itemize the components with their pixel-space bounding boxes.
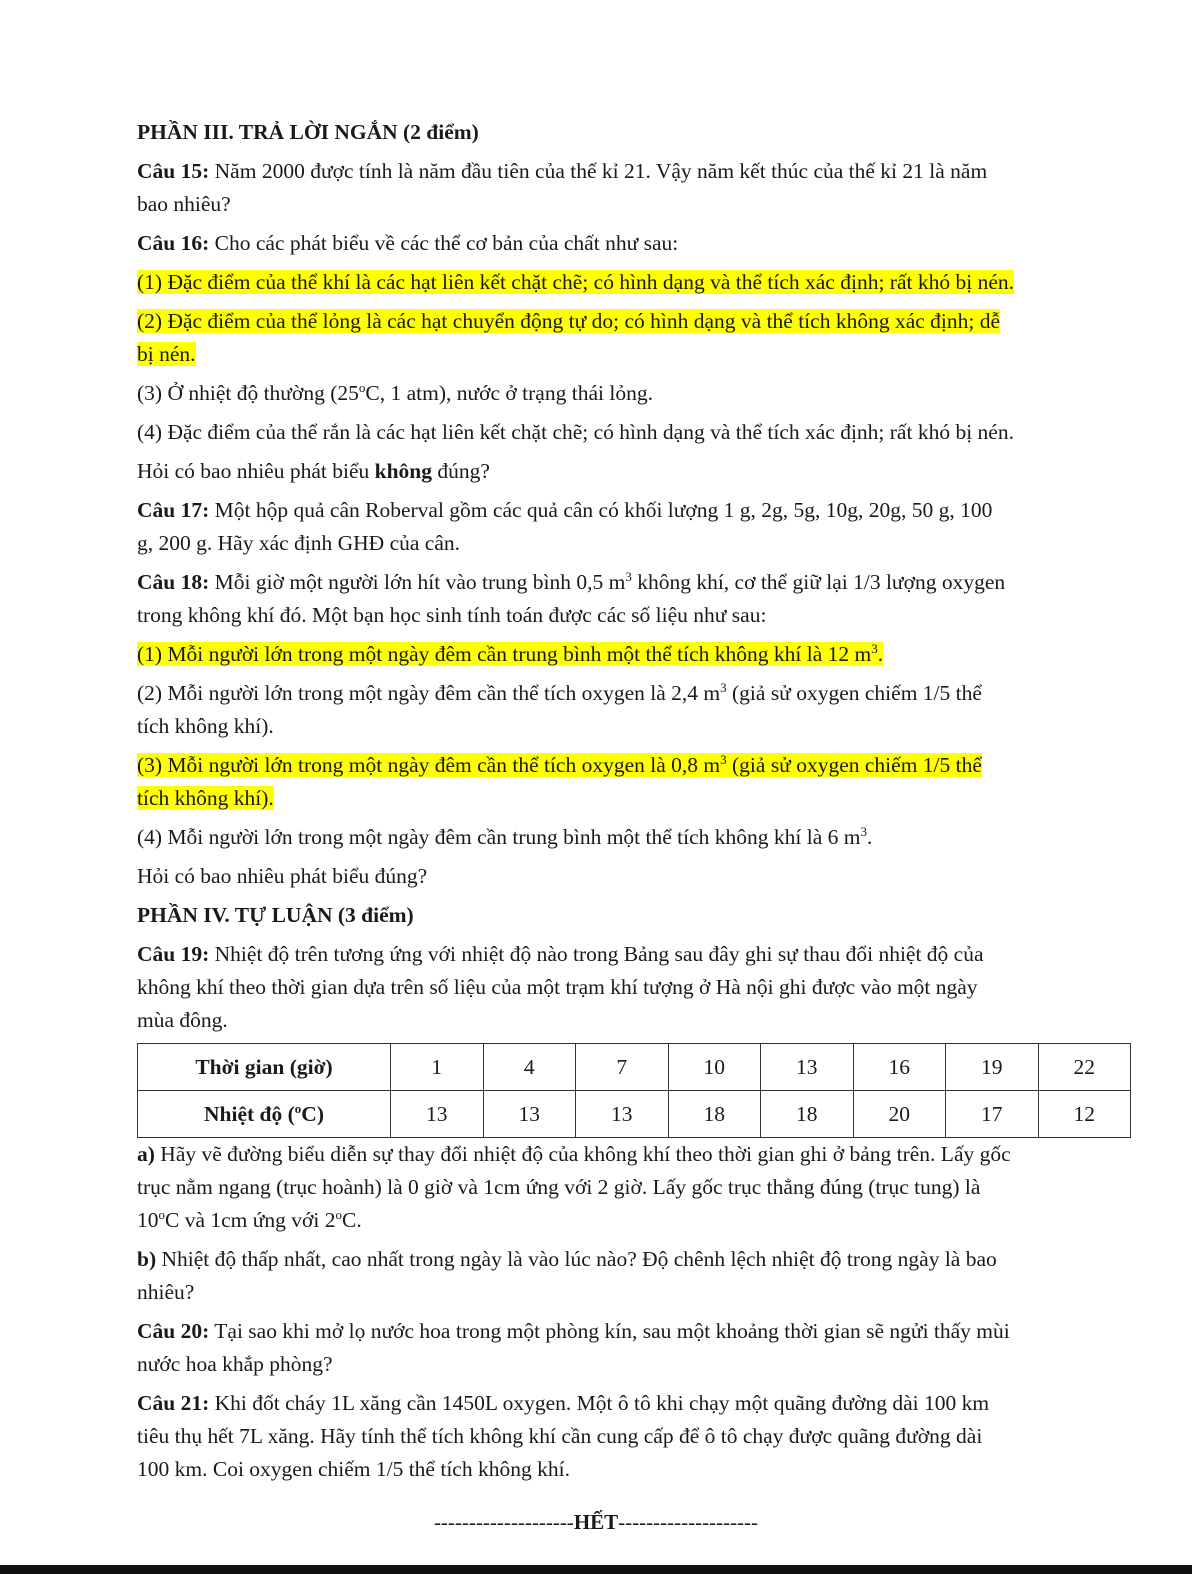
row-header: Nhiệt độ ($^o$C) <box>138 1091 391 1138</box>
table-row: Thời gian (giờ) 1 4 7 10 13 16 19 22 <box>138 1044 1131 1091</box>
question-21: Câu 21: Khi đốt cháy 1L xăng cần 1450L oxygen. Một ô tô khi chạy một quãng đường dài 100 km tiêu thụ hết 7L xăng. Hãy tính thể tích không khí cần cung cấp để ô tô chạy được quãng đường dài 100 km. Coi oxygen chiếm 1/5 thể tích không khí. <box>137 1391 990 1481</box>
end-marker: --------------------HẾT-------------------- <box>433 1510 759 1534</box>
question-17: Câu 17: Một hộp quả cân Roberval gồm các quả cân có khối lượng 1 g, 2g, 5g, 10g, 20g, 50 g, 100 g, 200 g. Hãy xác định GHĐ của cân. <box>137 498 993 555</box>
question-20: Câu 20: Tại sao khi mở lọ nước hoa trong một phòng kín, sau một khoảng thời gian sẽ ngửi thấy mùi nước hoa khắp phòng? <box>137 1319 1010 1376</box>
highlighted-statement: (3) Mỗi người lớn trong một ngày đêm cần thể tích oxygen là 0,8 $m^3$ (giả sử oxygen chiếm 1/5 thể <box>137 751 982 777</box>
temperature-table <box>137 1043 1131 1138</box>
section3-title: PHẦN III. TRẢ LỜI NGẮN (2 điểm) <box>137 120 479 144</box>
highlighted-statement: (1) Đặc điểm của thể khí là các hạt liên kết chặt chẽ; có hình dạng và thể tích xác định; rất khó bị nén. <box>137 270 1014 294</box>
highlighted-statement: (2) Đặc điểm của thể lỏng là các hạt chuyển động tự do; có hình dạng và thể tích không xác định; dễ <box>137 309 1001 333</box>
question-16: Câu 16: Cho các phát biểu về các thể cơ bản của chất như sau: (1) Đặc điểm của thể khí là các hạt liên kết chặt chẽ; có hình dạng và thể tích xác định; rất khó bị nén. (2) Đặc điểm của thể lỏng là các hạt chuyển động tự do; có hình dạng và thể tích không xác định; dễ bị nén. (3) Ở nhiệt độ thường (25$^o$C, 1 atm), nước ở trạng thái lỏng. (4) Đặc điểm của thể rắn là các hạt liên kết chặt chẽ; có hình dạng và thể tích xác định; rất khó bị nén. Hỏi có bao nhiêu phát biểu không đúng? <box>137 231 1014 483</box>
question-18: Câu 18: Mỗi giờ một người lớn hít vào trung bình 0,5 $m^3$ không khí, cơ thể giữ lại 1/3 lượng oxygen trong không khí đó. Một bạn học sinh tính toán được các số liệu như sau: (1) Mỗi người lớn trong một ngày đêm cần trung bình một thể tích không khí là 12 $m^3$. (2) Mỗi người lớn trong một ngày đêm cần thể tích oxygen là 2,4 $m^3$ (giả sử oxygen chiếm 1/5 thể tích không khí). (3) Mỗi người lớn trong một ngày đêm cần thể tích oxygen là 0,8 $m^3$ (giả sử oxygen chiếm 1/5 thể tích không khí). (4) Mỗi người lớn trong một ngày đêm cần trung bình một thể tích không khí là 6 $m^3$. Hỏi có bao nhiêu phát biểu đúng? <box>137 568 1006 888</box>
highlighted-statement: (1) Mỗi người lớn trong một ngày đêm cần trung bình một thể tích không khí là 12 $m^3$. <box>137 640 884 666</box>
row-header: Thời gian (giờ) <box>138 1044 391 1091</box>
page-bottom-border <box>0 1565 1192 1574</box>
question-19: Câu 19: Nhiệt độ trên tương ứng với nhiệt độ nào trong Bảng sau đây ghi sự thau đổi nhiệt độ của không khí theo thời gian dựa trên số liệu của một trạm khí tượng ở Hà nội ghi được vào một ngày mùa đông. Thời gian (giờ) 1 4 7 10 13 16 19 22 Nhiệt độ ($^o$C) 13 13 13 18 18 20 17 12 a) Hãy vẽ đường biểu diễn sự thay đổi nhiệt độ của không khí theo thời gian ghi ở bảng trên. Lấy gốc trục nằm ngang (trục hoành) là 0 giờ và 1cm ứng với 2 giờ. Lấy gốc trục thẳng đúng (trục tung) là 10$^o$C và 1cm ứng với 2$^o$C. b) Nhiệt độ thấp nhất, cao nhất trong ngày là vào lúc nào? Độ chênh lệch nhiệt độ trong ngày là bao nhiêu? <box>137 938 1107 1309</box>
table-row: Nhiệt độ ($^o$C) 13 13 13 18 18 20 17 12 <box>138 1091 1131 1138</box>
exam-page <box>137 116 1107 1486</box>
section4-title: PHẦN IV. TỰ LUẬN (3 điểm) <box>137 903 414 927</box>
question-15: Câu 15: Năm 2000 được tính là năm đầu tiên của thế kỉ 21. Vậy năm kết thúc của thế kỉ 21 là năm bao nhiêu? <box>137 159 988 216</box>
